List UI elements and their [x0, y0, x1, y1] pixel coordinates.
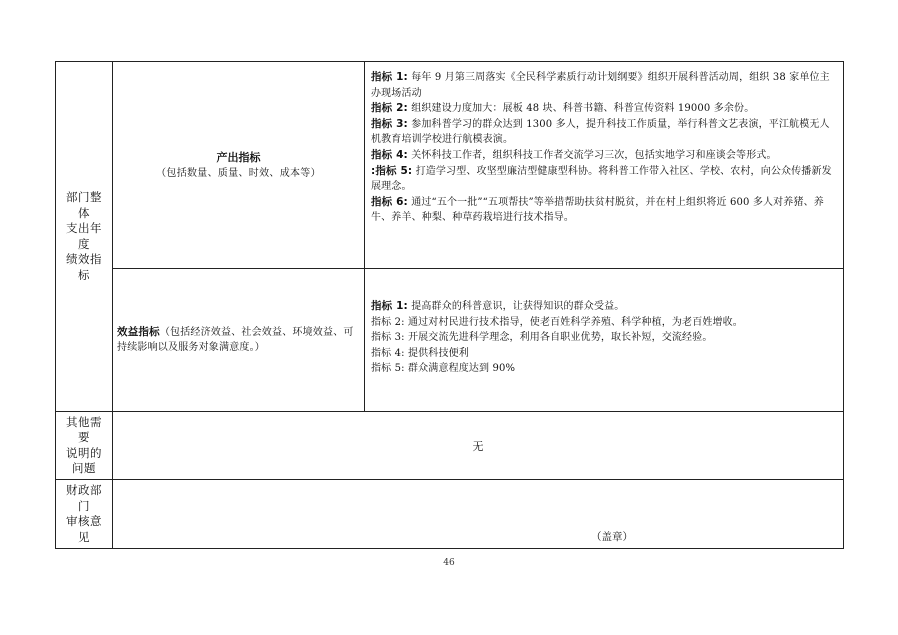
- benefit-indicator-subtitle: （包括经济效益、社会效益、环境效益、可持续影响以及服务对象满意度。）: [117, 326, 354, 353]
- performance-table: [55, 61, 844, 549]
- stamp-label: （盖章）: [591, 531, 633, 543]
- output-item: 指标 1: 每年 9 月第三周落实《全民科学素质行动计划纲要》组织开展科普活动周，组织 38 家单位主办现场活动: [371, 71, 830, 99]
- benefit-item: 指标 4: 提供科技便利: [371, 347, 469, 359]
- dept-indicator-label: 部门整 体 支出年 度 绩效指 标: [66, 190, 102, 282]
- finance-review-cell: [113, 480, 844, 549]
- output-indicator-title: 产出指标: [216, 150, 261, 164]
- finance-review-label: 财政部 门 审核意 见: [66, 483, 102, 544]
- benefit-item: 指标 1: 提高群众的科普意识，让获得知识的群众受益。: [371, 300, 625, 312]
- output-item: :指标 5: 打造学习型、攻坚型廉洁型健康型科协。将科普工作带入社区、学校、农村，向公众传播新发展理念。: [371, 164, 832, 193]
- output-item: 指标 2: 组织建设力度加大：展板 48 块、科普书籍、科普宣传资料 19000 多余份。: [371, 102, 755, 115]
- benefit-indicator-title: 效益指标: [117, 325, 160, 338]
- page-number: 46: [443, 558, 455, 568]
- other-issues-label: 其他需 要 说明的 问题: [66, 414, 102, 475]
- benefit-item: 指标 5: 群众满意程度达到 90%: [371, 363, 516, 375]
- output-item: 指标 3: 参加科普学习的群众达到 1300 多人，提升科技工作质量，举行科普文艺表演，平江航模无人机教育培训学校进行航模表演。: [371, 117, 830, 146]
- benefit-item: 指标 2: 通过对村民进行技术指导，使老百姓科学养殖、科学种植，为老百姓增收。: [371, 316, 743, 328]
- dept-indicator-label-cell: [56, 62, 113, 412]
- output-item: 指标 4: 关怀科技工作者，组织科技工作者交流学习三次，包括实地学习和座谈会等形式。: [371, 148, 777, 161]
- output-indicator-subtitle: （包括数量、质量、时效、成本等）: [156, 167, 321, 179]
- output-item: 指标 6: 通过“五个一批”“五项帮扶”等举措帮助扶贫村脱贫，并在村上组织将近 600 多人对养猪、养牛、养羊、种梨、种草药栽培进行技术指导。: [371, 195, 824, 224]
- output-indicator-cell: [113, 62, 365, 269]
- benefit-indicator-items: [365, 269, 844, 412]
- other-issues-label-cell: [56, 412, 113, 480]
- benefit-indicator-cell: [113, 269, 365, 412]
- finance-review-label-cell: [56, 480, 113, 549]
- benefit-item: 指标 3: 开展交流先进科学理念，利用各自职业优势，取长补短，交流经验。: [371, 332, 713, 344]
- output-indicator-items: [365, 62, 844, 269]
- other-issues-value: 无: [113, 412, 844, 480]
